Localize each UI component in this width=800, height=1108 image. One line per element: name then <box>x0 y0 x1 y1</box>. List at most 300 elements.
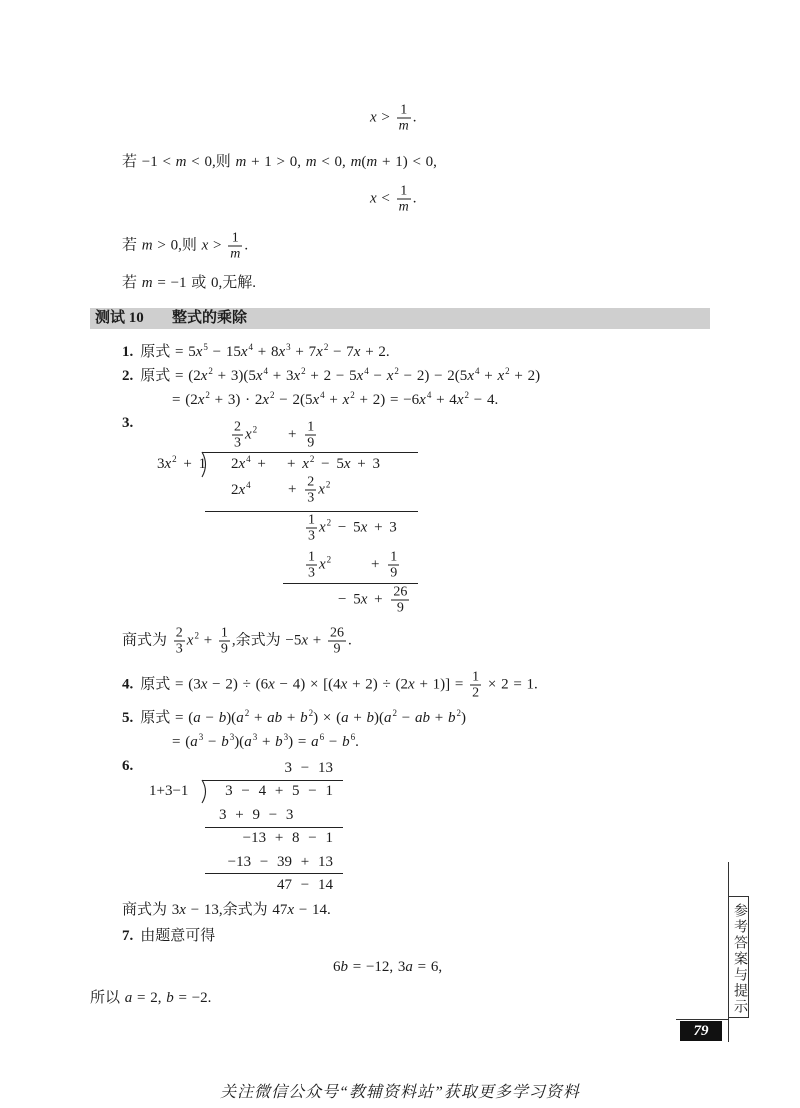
math-superscript: 2 <box>392 708 398 718</box>
fraction-numerator <box>328 627 346 642</box>
answer-3-result <box>122 627 352 656</box>
math-superscript: 6 <box>350 732 356 742</box>
math-text: + 2) ÷ (2 <box>347 676 409 693</box>
math-text: −13 + 8 − 1 <box>242 830 333 846</box>
math-superscript: 2 <box>505 366 510 376</box>
math-variable: x <box>318 481 325 498</box>
math-text: − 2) ÷ (6 <box>207 676 269 693</box>
inequality-x-greater-than-reciprocal <box>370 104 417 133</box>
division-remainder-1 <box>304 514 397 543</box>
math-text: 3 <box>234 435 241 451</box>
math-variable: a <box>124 990 133 1006</box>
fraction-denominator <box>470 686 481 700</box>
fraction <box>228 232 242 261</box>
math-text: 9 <box>307 435 315 451</box>
fraction <box>305 421 316 450</box>
math-text: + 3)(5 <box>212 368 256 384</box>
math-text: 1 <box>390 549 398 565</box>
math-text: + <box>371 556 387 573</box>
math-superscript: 2 <box>456 708 461 718</box>
item-label: 3. <box>122 415 134 431</box>
math-variable: a <box>311 734 319 750</box>
math-text: > <box>376 109 395 126</box>
math-text: . <box>355 734 359 750</box>
math-variable: m <box>141 237 153 254</box>
item-label: 1. <box>122 344 134 360</box>
case-no-solution <box>122 273 256 293</box>
coef-division-rule <box>205 873 343 874</box>
math-superscript: 2 <box>350 390 355 400</box>
math-variable: x <box>456 392 464 408</box>
math-text: + 4 <box>431 392 457 408</box>
answer-5 <box>122 708 466 728</box>
fraction-denominator <box>305 436 316 450</box>
math-variable: m <box>366 154 378 170</box>
footer-notice: 关注微信公众号“教辅资料站”获取更多学习资料 <box>220 1084 580 1101</box>
math-variable: x <box>186 632 194 649</box>
math-text: −13 − 39 + 13 <box>227 854 333 870</box>
math-text: − <box>324 734 343 750</box>
item-label: 5. <box>122 710 134 726</box>
math-variable: b <box>300 710 308 726</box>
math-text: 2 <box>307 474 315 490</box>
math-variable: ab <box>415 710 431 726</box>
math-text: + <box>430 710 448 726</box>
math-variable: x <box>238 482 246 498</box>
math-variable: x <box>195 344 203 360</box>
math-superscript: 2 <box>194 630 199 641</box>
math-text: = −2. <box>173 990 212 1006</box>
math-variable: x <box>200 676 208 693</box>
math-text: − 5 <box>331 519 361 536</box>
math-superscript: 3 <box>283 732 289 742</box>
math-text: = ( <box>172 734 191 750</box>
math-text: − 13,余式为 47 <box>185 902 288 918</box>
coef-division-divisor <box>149 781 188 801</box>
math-text: 商式为 3 <box>122 902 180 918</box>
math-text: + 8 <box>253 344 279 360</box>
fraction-numerator <box>305 421 316 436</box>
answer-6-result <box>122 900 331 920</box>
math-superscript: 2 <box>301 366 306 376</box>
math-superscript: 2 <box>172 454 177 464</box>
math-text: . <box>244 237 249 254</box>
answer-2 <box>122 366 540 386</box>
math-variable: b <box>340 959 348 975</box>
division-quotient-term-1 <box>230 421 257 450</box>
coef-division-bracket <box>198 779 210 805</box>
math-variable: x <box>356 368 364 384</box>
math-variable: b <box>218 710 227 726</box>
math-variable: m <box>350 154 362 170</box>
math-text: 所以 <box>90 990 125 1006</box>
math-variable: b <box>366 710 375 726</box>
math-text: 26 <box>330 625 345 641</box>
fraction-numerator <box>397 104 411 119</box>
math-text: 2 <box>472 685 480 701</box>
fraction <box>174 627 185 656</box>
math-variable: m <box>175 154 187 170</box>
coef-division-quotient <box>285 758 333 778</box>
fraction-denominator <box>174 642 185 656</box>
math-text: )( <box>234 734 245 750</box>
math-variable: x <box>201 237 209 254</box>
math-text: − 4. <box>468 392 499 408</box>
math-text: > 0,则 <box>152 237 202 254</box>
math-text: × 2 = 1. <box>483 676 538 693</box>
math-variable: a <box>384 710 392 726</box>
fraction-numerator <box>397 185 411 200</box>
fraction-denominator <box>219 642 230 656</box>
math-text: 2 <box>234 419 241 435</box>
math-text: 3 <box>157 456 165 472</box>
math-variable: x <box>179 902 186 918</box>
fraction-numerator <box>388 551 399 566</box>
math-text: 2 <box>231 482 239 498</box>
math-variable: m <box>230 246 241 262</box>
math-variable: x <box>262 392 270 408</box>
math-superscript: 2 <box>325 479 331 490</box>
math-text: + 3 <box>367 519 397 536</box>
math-text: − <box>200 710 219 726</box>
section-header <box>90 308 710 329</box>
math-variable: ab <box>267 710 283 726</box>
answer-2-line-2 <box>172 390 498 410</box>
fraction-denominator <box>306 529 317 543</box>
math-superscript: 2 <box>326 517 332 528</box>
math-variable: x <box>255 368 263 384</box>
inequality-x-less-than-reciprocal <box>370 185 417 214</box>
math-text: + 2 − 5 <box>305 368 357 384</box>
math-text: 9 <box>220 641 228 657</box>
math-text: 3 + 9 − 3 <box>219 807 294 823</box>
math-superscript: 4 <box>364 366 369 376</box>
math-text: 3 − 13 <box>284 760 333 776</box>
fraction-denominator <box>305 491 316 505</box>
math-variable: x <box>240 344 248 360</box>
math-text: ,余式为 −5 <box>231 632 302 649</box>
case-m-between-minus-one-and-zero <box>122 152 437 172</box>
division-final-remainder <box>338 586 411 615</box>
math-superscript: 2 <box>270 390 275 400</box>
math-text: − 15 <box>207 344 241 360</box>
math-variable: x <box>287 902 295 918</box>
math-text: 若 <box>122 275 142 291</box>
fraction-numerator <box>306 551 317 566</box>
math-text: . <box>348 632 352 649</box>
coef-division-dividend <box>225 781 333 801</box>
math-text: + <box>257 734 276 750</box>
fraction-numerator <box>391 586 409 601</box>
math-text: + <box>249 710 268 726</box>
math-variable: x <box>353 344 361 360</box>
math-text: 1 <box>231 230 239 246</box>
math-text: 若 <box>122 237 142 254</box>
fraction-denominator <box>228 247 242 261</box>
math-superscript: 2 <box>326 554 332 565</box>
math-superscript: 4 <box>246 454 251 464</box>
fraction-denominator <box>391 601 409 615</box>
math-text: 47 − 14 <box>277 877 333 893</box>
math-variable: x <box>360 591 368 608</box>
math-text: 1 <box>400 102 408 118</box>
math-text: + 2. <box>360 344 390 360</box>
math-variable: x <box>238 456 246 472</box>
chapter-tab-label: 参考答案与提示 <box>732 903 747 1015</box>
fraction <box>328 627 346 656</box>
math-variable: x <box>319 556 326 573</box>
math-variable: x <box>293 368 301 384</box>
math-superscript: 4 <box>263 366 269 376</box>
math-text: − 5 <box>314 456 344 472</box>
math-variable: a <box>193 710 201 726</box>
answer-1-expression <box>140 344 389 360</box>
fraction <box>232 421 243 450</box>
math-text: − <box>203 734 222 750</box>
section-number: 测试 10 <box>95 310 144 326</box>
fraction-denominator <box>397 119 411 133</box>
fraction-numerator <box>174 627 185 642</box>
math-superscript: 3 <box>286 342 291 352</box>
division-quotient-term-2 <box>288 421 318 450</box>
math-text: = 6, <box>412 959 443 975</box>
math-text: < 0, <box>316 154 351 170</box>
fraction-numerator <box>470 671 481 686</box>
math-variable: b <box>342 734 350 750</box>
math-variable: x <box>319 519 326 536</box>
math-superscript: 3 <box>252 732 258 742</box>
math-text: − 5 <box>338 591 361 608</box>
math-text: ) = <box>288 734 312 750</box>
math-variable: m <box>141 275 153 291</box>
math-text: − <box>368 368 387 384</box>
math-text: 3 <box>175 641 183 657</box>
fraction <box>470 671 481 700</box>
fraction-numerator <box>306 514 317 529</box>
math-text: 1+3−1 <box>149 783 189 799</box>
math-text: 若 −1 < <box>122 154 176 170</box>
math-variable: x <box>370 190 377 207</box>
math-variable: m <box>235 154 247 170</box>
fraction-denominator <box>328 642 346 656</box>
answer-5-line-2 <box>172 732 359 752</box>
math-variable: x <box>245 426 252 443</box>
math-text: 3 − 4 + 5 − 1 <box>225 783 333 799</box>
math-superscript: 3 <box>229 732 235 742</box>
math-text: + 3 <box>268 368 294 384</box>
answer-3 <box>122 413 140 433</box>
math-text: < 0,则 <box>186 154 236 170</box>
math-text: = 2, <box>132 990 167 1006</box>
math-superscript: 5 <box>203 342 208 352</box>
answer-6 <box>122 756 140 776</box>
math-text: < <box>376 190 395 207</box>
math-text: = −1 或 0,无解. <box>152 275 257 291</box>
fraction-numerator <box>305 476 316 491</box>
math-text: + 3) · 2 <box>209 392 263 408</box>
fraction-denominator <box>388 566 399 580</box>
math-text: 1 <box>400 183 408 199</box>
math-text: ) × ( <box>313 710 342 726</box>
math-text: 9 <box>396 600 404 616</box>
math-variable: x <box>302 456 309 472</box>
fraction-numerator <box>228 232 242 247</box>
math-text: + 1) < 0, <box>377 154 437 170</box>
fraction <box>306 514 317 543</box>
division-step-1-term-1 <box>231 480 251 500</box>
math-variable: x <box>197 392 205 408</box>
division-step-2-term-2 <box>371 551 401 580</box>
math-superscript: 4 <box>426 390 432 400</box>
fraction <box>391 586 409 615</box>
fraction <box>306 551 317 580</box>
math-superscript: 2 <box>323 342 329 352</box>
math-text: . <box>412 109 417 126</box>
math-variable: b <box>221 734 229 750</box>
math-variable: x <box>370 109 377 126</box>
fraction-numerator <box>219 627 230 642</box>
fraction <box>397 104 411 133</box>
math-superscript: 4 <box>474 366 480 376</box>
math-text: 原式 = ( <box>140 710 194 726</box>
math-superscript: 4 <box>248 342 254 352</box>
coef-division-final-remainder <box>277 875 333 895</box>
math-text: 2 <box>175 625 183 641</box>
math-superscript: 4 <box>246 480 251 490</box>
coef-division-step-1 <box>219 805 293 825</box>
math-text: + <box>367 591 390 608</box>
math-variable: x <box>386 368 394 384</box>
math-variable: x <box>200 368 208 384</box>
coef-division-step-2 <box>228 852 333 872</box>
math-text: 6 <box>333 959 341 975</box>
item-label: 7. <box>122 928 134 944</box>
math-variable: m <box>398 199 409 215</box>
division-divisor <box>157 454 206 474</box>
math-text: 3 <box>307 490 315 506</box>
math-text: . <box>412 190 417 207</box>
math-text: − 14. <box>294 902 331 918</box>
section-title: 整式的乘除 <box>172 310 248 326</box>
math-text: − <box>397 710 416 726</box>
math-text: − 7 <box>328 344 354 360</box>
math-variable: a <box>405 959 413 975</box>
math-text: + 3 <box>350 456 380 472</box>
math-text: − 2(5 <box>274 392 313 408</box>
math-text: + 1 <box>176 456 207 472</box>
math-text: 1 <box>308 549 315 565</box>
fraction <box>388 551 399 580</box>
division-dividend-part-2 <box>287 454 380 474</box>
math-variable: a <box>341 710 349 726</box>
math-text: + <box>198 632 217 649</box>
math-text: ( <box>361 154 367 170</box>
math-text: + <box>308 632 327 649</box>
math-text: + <box>288 481 304 498</box>
fraction <box>219 627 230 656</box>
division-dividend-part-1 <box>231 454 266 474</box>
math-variable: x <box>268 676 275 693</box>
fraction-denominator <box>232 436 243 450</box>
division-step-1-term-2 <box>288 476 330 505</box>
math-variable: x <box>342 392 350 408</box>
math-text: + <box>282 710 301 726</box>
math-superscript: 2 <box>205 390 210 400</box>
math-text: + 1 > 0, <box>246 154 306 170</box>
math-variable: a <box>236 710 244 726</box>
math-superscript: 2 <box>208 366 213 376</box>
math-variable: x <box>164 456 172 472</box>
fraction-denominator <box>397 200 411 214</box>
math-text: 商式为 <box>122 632 172 649</box>
math-text: 26 <box>393 584 408 600</box>
math-variable: x <box>340 676 348 693</box>
page-number: 79 <box>680 1021 722 1041</box>
answer-7 <box>122 926 215 946</box>
math-variable: x <box>360 519 368 536</box>
math-text: − 2) − 2(5 <box>398 368 468 384</box>
math-superscript: 2 <box>308 708 314 718</box>
math-text: + 1)] = <box>414 676 469 693</box>
answer-2-line-1 <box>140 368 540 384</box>
math-variable: x <box>301 632 309 649</box>
math-text: 3 <box>308 565 315 581</box>
math-variable: x <box>419 392 426 408</box>
math-text: 3 <box>308 528 315 544</box>
answer-1 <box>122 342 390 362</box>
math-text: 1 <box>308 512 315 528</box>
math-variable: x <box>278 344 286 360</box>
math-superscript: 2 <box>464 390 469 400</box>
math-superscript: 3 <box>198 732 204 742</box>
math-variable: m <box>305 154 317 170</box>
math-text: + <box>348 710 367 726</box>
fraction <box>305 476 316 505</box>
answer-7-equation <box>333 957 442 977</box>
math-variable: b <box>166 990 174 1006</box>
math-text: + <box>288 426 304 443</box>
answer-4-expression <box>140 669 538 701</box>
math-superscript: 2 <box>252 424 258 435</box>
math-text: + <box>324 392 343 408</box>
item-label: 4. <box>122 676 134 693</box>
case-m-positive <box>122 232 248 261</box>
math-superscript: 4 <box>320 390 325 400</box>
math-variable: x <box>316 344 323 360</box>
math-superscript: 2 <box>309 454 315 464</box>
math-variable: m <box>398 118 409 134</box>
math-text: 2 <box>231 456 239 472</box>
math-text: + <box>250 456 266 472</box>
math-variable: x <box>343 456 351 472</box>
math-text: + 2) <box>509 368 541 384</box>
fraction-denominator <box>306 566 317 580</box>
math-superscript: 6 <box>319 732 325 742</box>
math-text: 原式 = (3 <box>140 676 201 693</box>
answer-7-conclusion <box>90 988 211 1008</box>
math-variable: a <box>190 734 198 750</box>
math-variable: x <box>408 676 415 693</box>
item-label: 6. <box>122 758 134 774</box>
math-variable: x <box>467 368 474 384</box>
math-text: 1 <box>472 669 480 685</box>
math-text: 原式 = 5 <box>140 344 196 360</box>
coef-division-remainder-1 <box>243 828 333 848</box>
math-variable: x <box>312 392 320 408</box>
math-text: + <box>287 456 303 472</box>
math-text: + <box>479 368 498 384</box>
math-text: + 2) = −6 <box>354 392 420 408</box>
